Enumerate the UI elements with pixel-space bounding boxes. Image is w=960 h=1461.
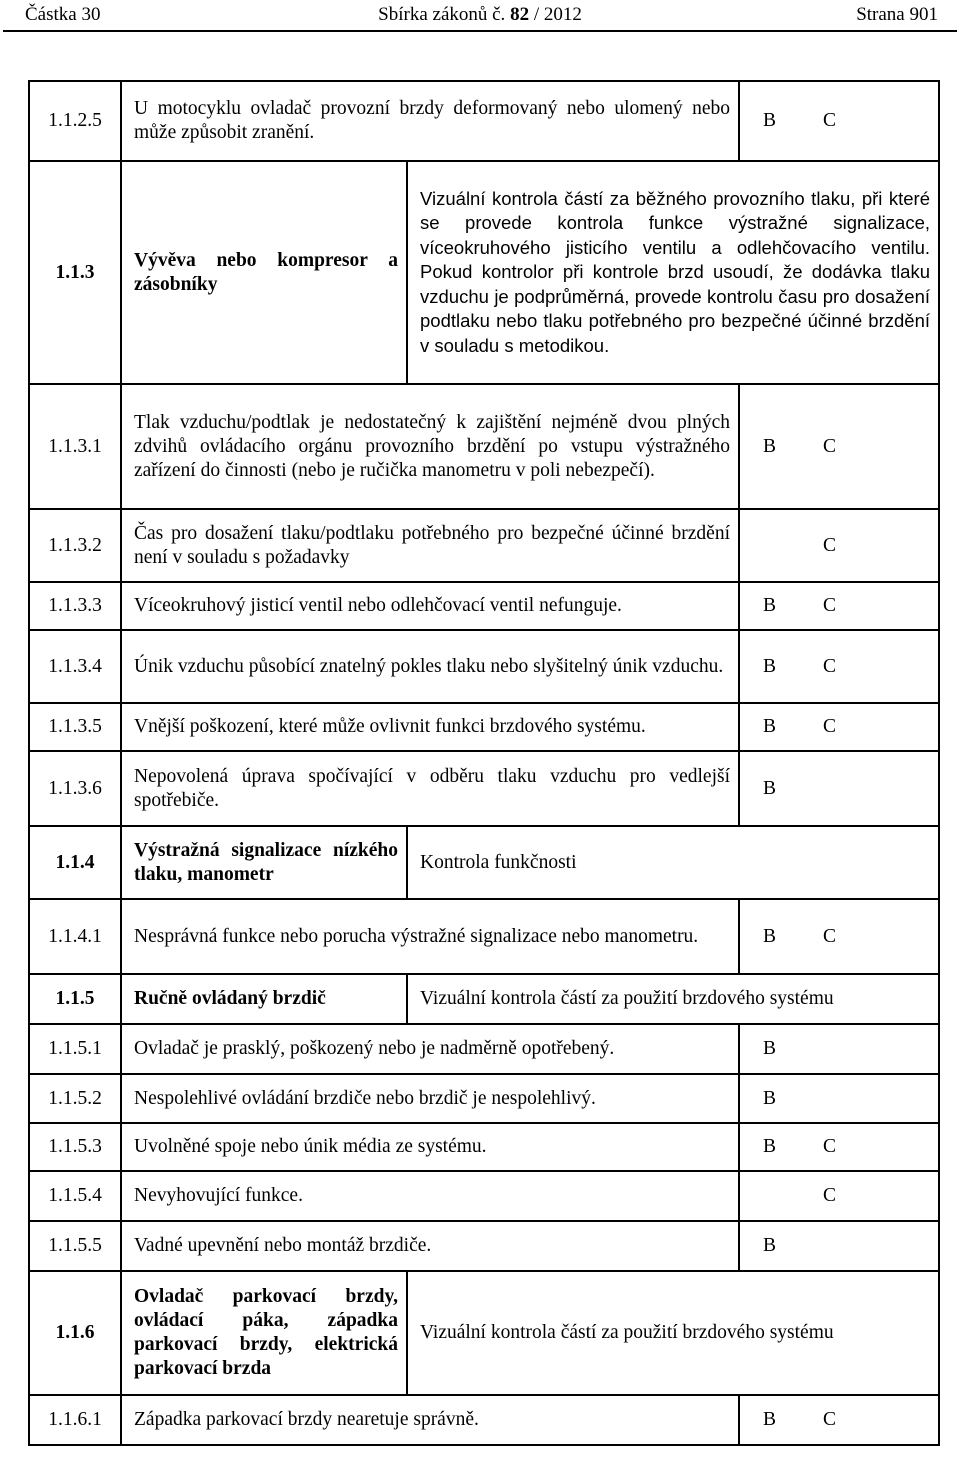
- rating-c: C: [823, 1185, 837, 1206]
- table-row: [29, 974, 939, 1024]
- table-row: [29, 384, 939, 509]
- defect-text: Vnější poškození, které může ovlivnit funkci brzdového systému.: [121, 703, 739, 751]
- defect-text: Víceokruhový jisticí ventil nebo odlehčovací ventil nefunguje.: [121, 582, 739, 630]
- defect-text: Nespolehlivé ovládání brzdiče nebo brzdič je nespolehlivý.: [121, 1074, 739, 1123]
- rating-cell: [739, 899, 939, 974]
- defect-text: Čas pro dosažení tlaku/podtlaku potřebného pro bezpečné účinné brzdění není v souladu s požadavky: [121, 509, 739, 582]
- rating-b: B: [763, 1235, 777, 1256]
- rating-c: C: [823, 925, 837, 947]
- page-number: Strana 901: [856, 4, 938, 25]
- rating-cell: [739, 630, 939, 703]
- table-row: [29, 161, 939, 384]
- rating-c: C: [823, 435, 837, 457]
- rating-cell: [739, 1024, 939, 1074]
- table-row: [29, 81, 939, 161]
- collection-number: 82: [510, 4, 530, 25]
- rating-b: B: [763, 595, 777, 616]
- table-row: [29, 703, 939, 751]
- defect-text: Tlak vzduchu/podtlak je nedostatečný k zajištění nejméně dvou plných zdvihů ovládacího orgánu provozního brzdění po vstupu výstražného zařízení do činnosti (nebo je ručička manometru v poli nebezpečí).: [121, 384, 739, 509]
- page-header: [0, 0, 960, 30]
- table-row: [29, 751, 939, 826]
- table-row: [29, 1221, 939, 1271]
- table-row: [29, 582, 939, 630]
- rating-cell: [739, 1074, 939, 1123]
- section-title: Ručně ovládaný brzdič: [121, 974, 407, 1024]
- rating-c: C: [823, 1409, 837, 1430]
- item-number: 1.1.3.5: [29, 703, 121, 751]
- rating-b: B: [763, 777, 777, 799]
- table-row: [29, 509, 939, 582]
- section-number: 1.1.5: [29, 974, 121, 1024]
- rating-b: B: [763, 1409, 777, 1430]
- rating-cell: [739, 384, 939, 509]
- table-row: [29, 1074, 939, 1123]
- section-title: Výstražná signalizace nízkého tlaku, manometr: [121, 826, 407, 899]
- table-row: [29, 1024, 939, 1074]
- table-row: [29, 1271, 939, 1395]
- defect-text: Nesprávná funkce nebo porucha výstražné signalizace nebo manometru.: [121, 899, 739, 974]
- defect-text: Nevyhovující funkce.: [121, 1171, 739, 1221]
- header-rule: [3, 30, 957, 32]
- section-number: 1.1.6: [29, 1271, 121, 1395]
- rating-b: B: [763, 655, 777, 677]
- table-row: [29, 630, 939, 703]
- inspection-method: Vizuální kontrola částí za běžného provozního tlaku, při které se provede kontrola funkce výstražné signalizace, víceokruhového jisticího ventilu a odlehčovacího ventilu. Pokud kontrolor při kontrole brzd usoudí, že dodávka tlaku vzduchu je podprůměrná, provede kontrolu času pro dosažení podtlaku nebo tlaku potřebného pro bezpečné účinné brzdění v souladu s metodikou.: [407, 161, 939, 384]
- item-number: 1.1.4.1: [29, 899, 121, 974]
- rating-b: B: [763, 1038, 777, 1059]
- item-number: 1.1.5.1: [29, 1024, 121, 1074]
- inspection-table: [28, 80, 940, 1446]
- item-number: 1.1.6.1: [29, 1395, 121, 1445]
- rating-cell: [739, 582, 939, 630]
- table-row: [29, 1395, 939, 1445]
- section-title: Vývěva nebo kompresor a zásobníky: [121, 161, 407, 384]
- section-title: Ovladač parkovací brzdy, ovládací páka, západka parkovací brzdy, elektrická parkovací brzda: [121, 1271, 407, 1395]
- rating-b: B: [763, 716, 777, 737]
- item-number: 1.1.5.2: [29, 1074, 121, 1123]
- item-number: 1.1.3.6: [29, 751, 121, 826]
- rating-cell: [739, 703, 939, 751]
- table-row: [29, 899, 939, 974]
- rating-cell: [739, 81, 939, 161]
- inspection-method: Vizuální kontrola částí za použití brzdového systému: [407, 1271, 939, 1395]
- defect-text: U motocyklu ovladač provozní brzdy deformovaný nebo ulomený nebo může způsobit zranění.: [121, 81, 739, 161]
- item-number: 1.1.3.4: [29, 630, 121, 703]
- rating-b: B: [763, 110, 777, 131]
- inspection-method: Kontrola funkčnosti: [407, 826, 939, 899]
- collection-prefix: Sbírka zákonů č.: [378, 4, 506, 25]
- item-number: 1.1.3.3: [29, 582, 121, 630]
- rating-c: C: [823, 716, 837, 737]
- rating-b: B: [763, 925, 777, 947]
- rating-b: B: [763, 1087, 777, 1109]
- table-row: [29, 826, 939, 899]
- defect-text: Nepovolená úprava spočívající v odběru tlaku vzduchu pro vedlejší spotřebiče.: [121, 751, 739, 826]
- table-row: [29, 1123, 939, 1171]
- defect-text: Únik vzduchu působící znatelný pokles tlaku nebo slyšitelný únik vzduchu.: [121, 630, 739, 703]
- defect-text: Západka parkovací brzdy nearetuje správně.: [121, 1395, 739, 1445]
- rating-c: C: [823, 110, 837, 131]
- collection-year: / 2012: [533, 4, 582, 25]
- item-number: 1.1.5.5: [29, 1221, 121, 1271]
- rating-b: B: [763, 435, 777, 457]
- rating-cell: [739, 509, 939, 582]
- rating-cell: [739, 1171, 939, 1221]
- issue-label: Částka 30: [25, 4, 101, 25]
- rating-cell: [739, 1123, 939, 1171]
- rating-c: C: [823, 534, 837, 556]
- defect-text: Ovladač je prasklý, poškozený nebo je nadměrně opotřebený.: [121, 1024, 739, 1074]
- rating-cell: [739, 1221, 939, 1271]
- rating-b: B: [763, 1136, 777, 1157]
- rating-c: C: [823, 595, 837, 616]
- item-number: 1.1.2.5: [29, 81, 121, 161]
- item-number: 1.1.5.3: [29, 1123, 121, 1171]
- rating-c: C: [823, 1136, 837, 1157]
- section-number: 1.1.3: [29, 161, 121, 384]
- item-number: 1.1.3.2: [29, 509, 121, 582]
- rating-cell: [739, 751, 939, 826]
- defect-text: Uvolněné spoje nebo únik média ze systému.: [121, 1123, 739, 1171]
- collection-title: [0, 0, 960, 30]
- item-number: 1.1.5.4: [29, 1171, 121, 1221]
- table-row: [29, 1171, 939, 1221]
- defect-text: Vadné upevnění nebo montáž brzdiče.: [121, 1221, 739, 1271]
- item-number: 1.1.3.1: [29, 384, 121, 509]
- inspection-method: Vizuální kontrola částí za použití brzdového systému: [407, 974, 939, 1024]
- rating-cell: [739, 1395, 939, 1445]
- section-number: 1.1.4: [29, 826, 121, 899]
- rating-c: C: [823, 655, 837, 677]
